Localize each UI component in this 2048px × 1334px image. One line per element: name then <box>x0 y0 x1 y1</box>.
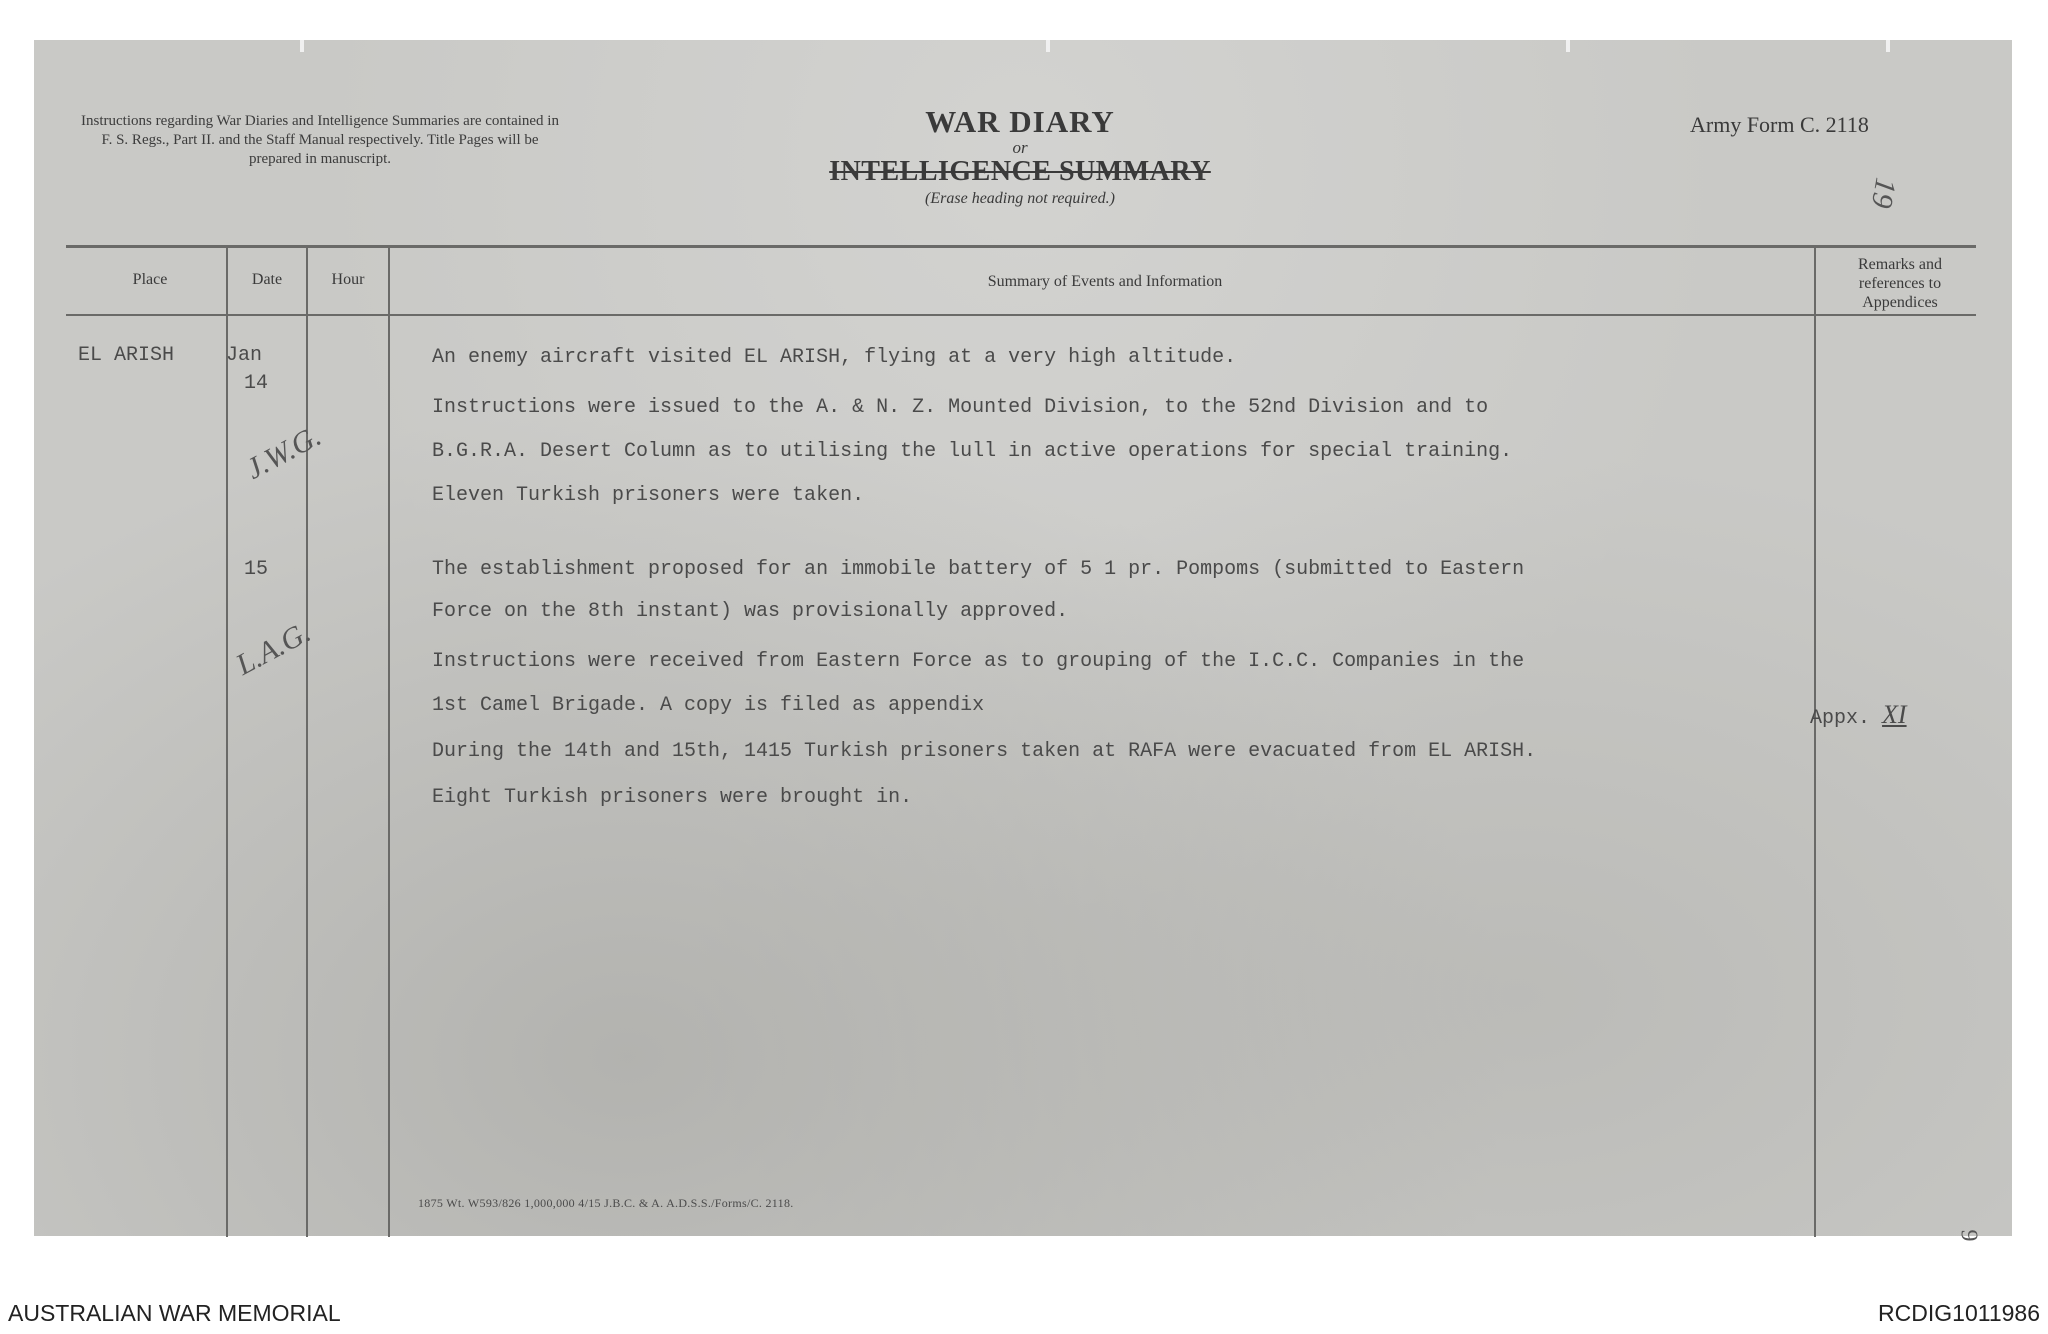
column-divider-date <box>306 247 308 1237</box>
pin-hole <box>1566 40 1570 52</box>
header-top-rule <box>66 245 1976 248</box>
appendix-reference <box>1810 700 1907 730</box>
folio-number: 9 <box>1955 1229 1982 1242</box>
entry-line: Instructions were received from Eastern Force as to grouping of the I.C.C. Companies in the <box>432 650 1525 673</box>
column-header-remarks: Remarks and references to Appendices <box>1858 256 1942 311</box>
entry-date-day: 15 <box>244 558 269 581</box>
entry-line: Force on the 8th instant) was provisionally approved. <box>432 600 1069 623</box>
army-form-number: Army Form C. 2118 <box>1690 112 1869 137</box>
archive-reference: RCDIG1011986 <box>1878 1300 2040 1326</box>
column-divider-hour <box>388 247 390 1237</box>
column-divider-remarks <box>1814 247 1816 1237</box>
column-header-summary: Summary of Events and Information <box>987 273 1223 290</box>
column-header-hour: Hour <box>331 271 365 288</box>
column-header-date: Date <box>251 271 283 288</box>
handwritten-page-mark: 19 <box>1864 175 1903 211</box>
entry-line: The establishment proposed for an immobile battery of 5 1 pr. Pompoms (submitted to Eastern <box>432 558 1525 581</box>
appendix-label: Appx. <box>1810 707 1871 730</box>
archive-caption: AUSTRALIAN WAR MEMORIAL <box>8 1300 341 1326</box>
entry-place: EL ARISH <box>78 344 175 367</box>
column-header-place: Place <box>132 271 168 288</box>
appendix-number: XI <box>1882 700 1907 729</box>
column-divider-place <box>226 247 228 1237</box>
entry-line: 1st Camel Brigade. A copy is filed as appendix <box>432 694 985 717</box>
entry-line: B.G.R.A. Desert Column as to utilising the lull in active operations for special training. <box>432 440 1513 463</box>
title-block <box>760 104 1280 208</box>
entry-date-month: Jan <box>226 344 263 367</box>
entry-line: During the 14th and 15th, 1415 Turkish prisoners taken at RAFA were evacuated from EL ARISH. <box>432 740 1537 763</box>
pin-hole <box>1886 40 1890 52</box>
pin-hole <box>300 40 304 52</box>
instructions-note: Instructions regarding War Diaries and Intelligence Summaries are contained in F. S. Regs., Part II. and the Staff Manual respectively. Title Pages will be prepared in manuscript. <box>81 113 559 167</box>
pin-hole <box>1046 40 1050 52</box>
entry-line: Eight Turkish prisoners were brought in. <box>432 786 913 809</box>
form-print-line: 1875 Wt. W593/826 1,000,000 4/15 J.B.C. & A. A.D.S.S./Forms/C. 2118. <box>418 1196 794 1210</box>
page-title: WAR DIARY <box>925 104 1115 139</box>
handwritten-initials: L.A.G. <box>230 615 317 682</box>
entry-line: Instructions were issued to the A. & N. Z. Mounted Division, to the 52nd Division and to <box>432 396 1489 419</box>
erase-note: (Erase heading not required.) <box>925 190 1115 207</box>
entry-date-day: 14 <box>244 372 269 395</box>
title-or: or <box>1012 138 1028 157</box>
entry-line: An enemy aircraft visited EL ARISH, flying at a very high altitude. <box>432 346 1237 369</box>
handwritten-initials: J.W.G. <box>240 419 327 486</box>
diary-sheet <box>34 40 2012 1236</box>
entry-line: Eleven Turkish prisoners were taken. <box>432 484 865 507</box>
struck-title: INTELLIGENCE SUMMARY <box>829 156 1211 187</box>
header-bottom-rule <box>66 314 1976 316</box>
